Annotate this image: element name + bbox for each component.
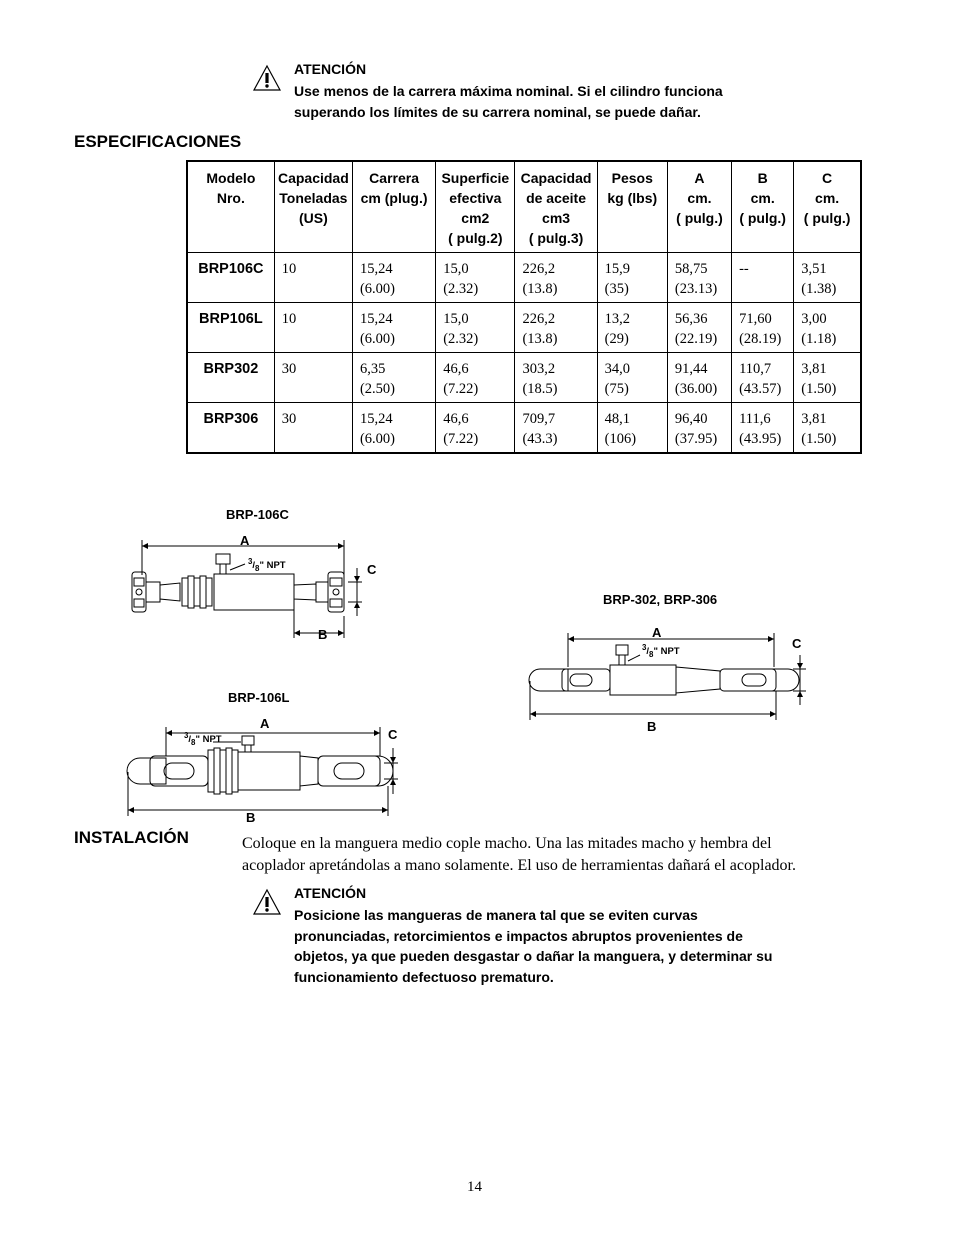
warning-title: ATENCIÓN (294, 885, 367, 901)
cell-weight: 15,9 (35) (597, 253, 667, 303)
header-oil-capacity: Capacidad de aceite cm3 ( pulg.3) (515, 161, 597, 253)
cell-c: 3,51 (1.38) (794, 253, 861, 303)
cell-stroke: 15,24 (6.00) (352, 303, 435, 353)
dim-label-c: C (367, 562, 377, 577)
install-text: Coloque en la manguera medio cople macho. Una las mitades macho y hembra del acoplador apretándolas a mano solamente. El uso de herramientas dañará el acoplador. (242, 835, 796, 874)
npt-label: $^3/_8$" NPT (248, 557, 286, 574)
dim-label-a: A (652, 625, 662, 640)
table-row (187, 303, 861, 353)
warning-title: ATENCIÓN (294, 61, 367, 77)
cell-c: 3,81 (1.50) (794, 353, 861, 403)
table-row (187, 253, 861, 303)
dim-label-b: B (246, 810, 256, 825)
dim-label-a: A (260, 716, 270, 731)
cell-c: 3,00 (1.18) (794, 303, 861, 353)
cell-b: 71,60 (28.19) (732, 303, 794, 353)
header-c: C cm. ( pulg.) (794, 161, 861, 253)
header-a: A cm. ( pulg.) (667, 161, 731, 253)
cell-oil: 303,2 (18.5) (515, 353, 597, 403)
cell-a: 56,36 (22.19) (667, 303, 731, 353)
cell-weight: 34,0 (75) (597, 353, 667, 403)
cell-model: BRP106L (187, 303, 274, 353)
cell-stroke: 15,24 (6.00) (352, 253, 435, 303)
cell-weight: 13,2 (29) (597, 303, 667, 353)
dim-label-c: C (388, 727, 398, 742)
header-b: B cm. ( pulg.) (732, 161, 794, 253)
cell-c: 3,81 (1.50) (794, 403, 861, 454)
specs-table (186, 160, 862, 454)
cell-area: 15,0 (2.32) (436, 253, 515, 303)
warning-icon (252, 64, 282, 92)
cell-capacity: 30 (274, 353, 352, 403)
brp106l-diagram (108, 720, 408, 820)
cell-oil: 226,2 (13.8) (515, 303, 597, 353)
header-weight: Pesos kg (lbs) (597, 161, 667, 253)
cell-model: BRP106C (187, 253, 274, 303)
diagram-label-brp106c: BRP-106C (226, 507, 289, 522)
cell-capacity: 10 (274, 303, 352, 353)
cell-b: 111,6 (43.95) (732, 403, 794, 454)
dim-label-b: B (647, 719, 657, 734)
header-area: Superficie efectiva cm2 ( pulg.2) (436, 161, 515, 253)
dim-label-c: C (792, 636, 802, 651)
cell-area: 46,6 (7.22) (436, 403, 515, 454)
dim-label-a: A (240, 533, 250, 548)
cell-oil: 709,7 (43.3) (515, 403, 597, 454)
page-number: 14 (467, 1179, 482, 1195)
header-stroke: Carrera cm (plug.) (352, 161, 435, 253)
cell-capacity: 10 (274, 253, 352, 303)
cell-a: 96,40 (37.95) (667, 403, 731, 454)
npt-label: $^3/_8$" NPT (642, 643, 680, 660)
diagram-label-brp106l: BRP-106L (228, 690, 290, 705)
warning-text: Posicione las mangueras de manera tal que se eviten curvas pronunciadas, retorcimientos e impactos abruptos provenientes de objetos, ya que pueden desgastar o dañar la manguera, y determinar su funcionamiento defectuoso prematuro. (294, 907, 773, 985)
cell-model: BRP306 (187, 403, 274, 454)
specs-title: ESPECIFICACIONES (74, 132, 242, 151)
warning-icon (252, 888, 282, 916)
warning-text: Use menos de la carrera máxima nominal. Si el cilindro funciona superando los límites de su carrera nominal, se puede dañar. (294, 83, 723, 120)
cell-b: 110,7 (43.57) (732, 353, 794, 403)
cell-area: 46,6 (7.22) (436, 353, 515, 403)
cell-capacity: 30 (274, 403, 352, 454)
cell-oil: 226,2 (13.8) (515, 253, 597, 303)
cell-weight: 48,1 (106) (597, 403, 667, 454)
cell-model: BRP302 (187, 353, 274, 403)
brp106c-diagram (120, 530, 380, 642)
cell-area: 15,0 (2.32) (436, 303, 515, 353)
cell-b: -- (732, 253, 794, 303)
table-header-row (187, 161, 861, 253)
cell-a: 91,44 (36.00) (667, 353, 731, 403)
header-model: Modelo Nro. (187, 161, 274, 253)
cell-a: 58,75 (23.13) (667, 253, 731, 303)
brp302-diagram (510, 625, 810, 725)
diagram-label-brp302: BRP-302, BRP-306 (603, 592, 718, 607)
install-title: INSTALACIÓN (74, 828, 189, 847)
cell-stroke: 6,35 (2.50) (352, 353, 435, 403)
header-capacity: Capacidad Toneladas (US) (274, 161, 352, 253)
npt-label: $^3/_8$" NPT (184, 731, 222, 748)
dim-label-b: B (318, 627, 328, 642)
table-row (187, 353, 861, 403)
table-row (187, 403, 861, 454)
cell-stroke: 15,24 (6.00) (352, 403, 435, 454)
